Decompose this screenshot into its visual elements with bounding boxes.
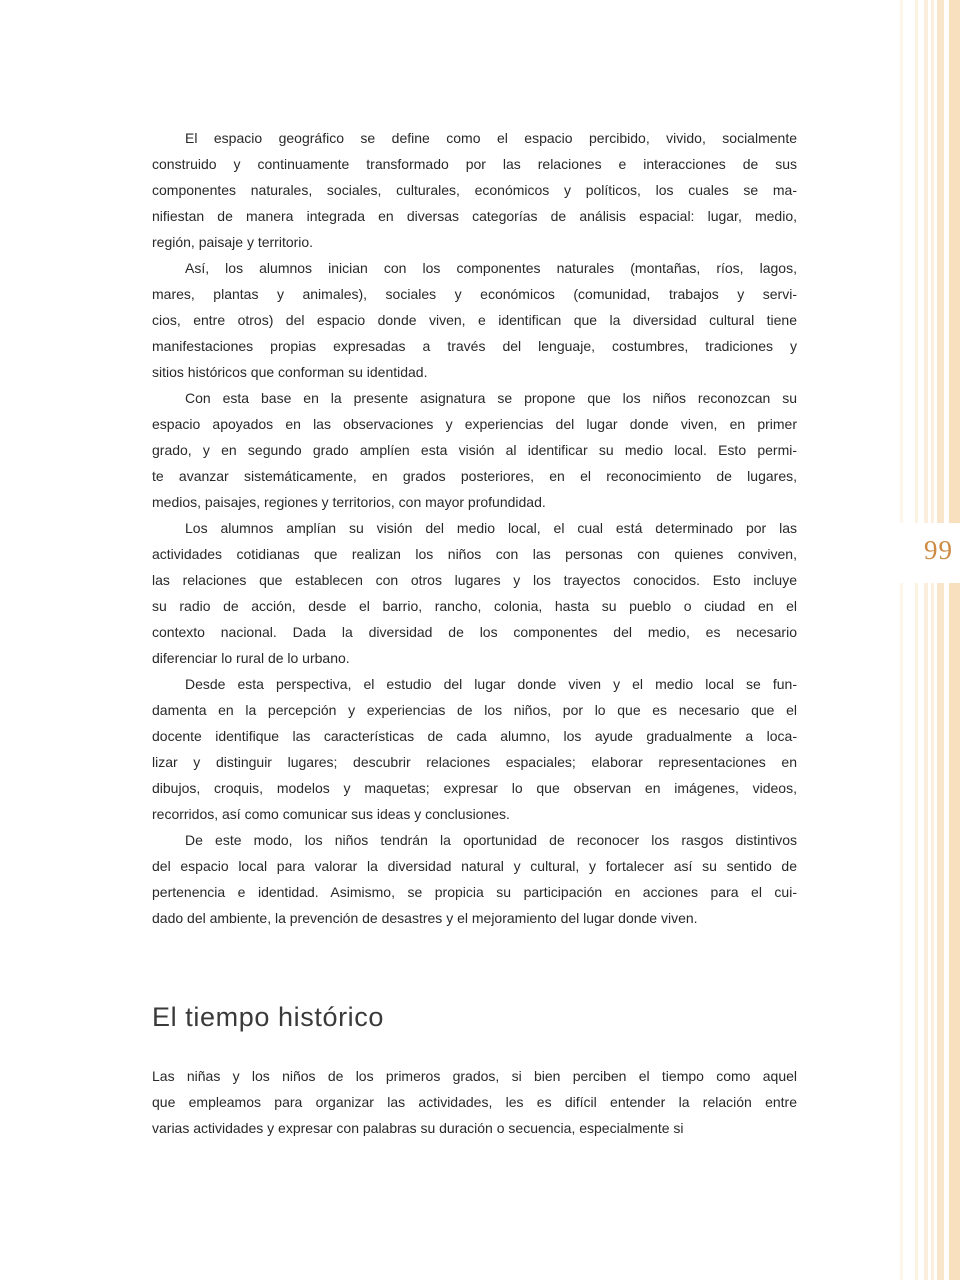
- stripe: [900, 0, 903, 1280]
- text-content: [152, 125, 797, 1141]
- paragraph-line: Desde esta perspectiva, el estudio del lugar donde viven y el medio local se fun-: [185, 676, 797, 692]
- paragraph-line: docente identifique las características de cada alumno, los ayude gradualmente a loca-: [152, 728, 797, 744]
- paragraph-line: su radio de acción, desde el barrio, rancho, colonia, hasta su pueblo o ciudad en el: [152, 598, 797, 614]
- stripe: [937, 0, 944, 1280]
- paragraph-line: varias actividades y expresar con palabras su duración o secuencia, especialmente si: [152, 1120, 684, 1136]
- stripe: [931, 0, 934, 1280]
- paragraph-line: nifiestan de manera integrada en diversas categorías de análisis espacial: lugar, medio,: [152, 208, 797, 224]
- paragraph-line: damenta en la percepción y experiencias de los niños, por lo que es necesario que el: [152, 702, 797, 718]
- paragraph-line: Las niñas y los niños de los primeros grados, si bien perciben el tiempo como aquel: [152, 1068, 797, 1084]
- paragraph-line: diferenciar lo rural de lo urbano.: [152, 650, 350, 666]
- paragraph-line: región, paisaje y territorio.: [152, 234, 314, 250]
- paragraph-line: grado, y en segundo grado amplíen esta visión al identificar su medio local. Esto permi-: [152, 442, 797, 458]
- paragraph: [152, 255, 797, 385]
- paragraph-line: espacio apoyados en las observaciones y experiencias del lugar donde viven, en primer: [152, 416, 797, 432]
- section-tiempo-historico: [152, 1063, 797, 1141]
- paragraph: [152, 1063, 797, 1141]
- stripe: [924, 0, 929, 1280]
- paragraph-line: pertenencia e identidad. Asimismo, se propicia su participación en acciones para el cui-: [152, 884, 797, 900]
- paragraph-line: Con esta base en la presente asignatura se propone que los niños reconozcan su: [185, 390, 797, 406]
- stripe: [915, 0, 918, 1280]
- paragraph-line: te avanzar sistemáticamente, en grados posteriores, en el reconocimiento de lugares,: [152, 468, 797, 484]
- paragraph-line: manifestaciones propias expresadas a través del lenguaje, costumbres, tradiciones y: [152, 338, 797, 354]
- paragraph-line: dibujos, croquis, modelos y maquetas; expresar lo que observan en imágenes, videos,: [152, 780, 797, 796]
- paragraph: [152, 827, 797, 931]
- page-number-band: [880, 523, 972, 583]
- paragraph-line: sitios históricos que conforman su identidad.: [152, 364, 428, 380]
- paragraph-line: contexto nacional. Dada la diversidad de los componentes del medio, es necesario: [152, 624, 797, 640]
- paragraph-line: del espacio local para valorar la diversidad natural y cultural, y fortalecer así su sentido de: [152, 858, 797, 874]
- paragraph-line: De este modo, los niños tendrán la oportunidad de reconocer los rasgos distintivos: [185, 832, 797, 848]
- paragraph-line: medios, paisajes, regiones y territorios, con mayor profundidad.: [152, 494, 546, 510]
- paragraph: [152, 671, 797, 827]
- paragraph-line: que empleamos para organizar las actividades, les es difícil entender la relación entre: [152, 1094, 797, 1110]
- paragraph-line: El espacio geográfico se define como el espacio percibido, vivido, socialmente: [185, 130, 797, 146]
- paragraph-line: dado del ambiente, la prevención de desastres y el mejoramiento del lugar donde viven.: [152, 910, 698, 926]
- section-heading: El tiempo histórico: [152, 1002, 384, 1032]
- paragraph: [152, 515, 797, 671]
- paragraph: [152, 385, 797, 515]
- paragraph-line: las relaciones que establecen con otros lugares y los trayectos conocidos. Esto incluye: [152, 572, 797, 588]
- paragraph-line: cios, entre otros) del espacio donde viven, e identifican que la diversidad cultural tiene: [152, 312, 797, 328]
- paragraph-line: actividades cotidianas que realizan los niños con las personas con quienes conviven,: [152, 546, 797, 562]
- paragraph-line: Así, los alumnos inician con los componentes naturales (montañas, ríos, lagos,: [185, 260, 797, 276]
- paragraph-line: mares, plantas y animales), sociales y económicos (comunidad, trabajos y servi-: [152, 286, 797, 302]
- paragraph-line: componentes naturales, sociales, culturales, económicos y políticos, los cuales se ma-: [152, 182, 797, 198]
- paragraph-line: recorridos, así como comunicar sus ideas y conclusiones.: [152, 806, 510, 822]
- paragraph-line: construido y continuamente transformado por las relaciones e interacciones de sus: [152, 156, 797, 172]
- paragraph-line: Los alumnos amplían su visión del medio local, el cual está determinado por las: [185, 520, 797, 536]
- stripe: [949, 0, 960, 1280]
- section-espacio-geografico: [152, 125, 797, 931]
- paragraph: [152, 125, 797, 255]
- page-number: 99: [924, 535, 953, 565]
- paragraph-line: lizar y distinguir lugares; descubrir relaciones espaciales; elaborar representaciones en: [152, 754, 797, 770]
